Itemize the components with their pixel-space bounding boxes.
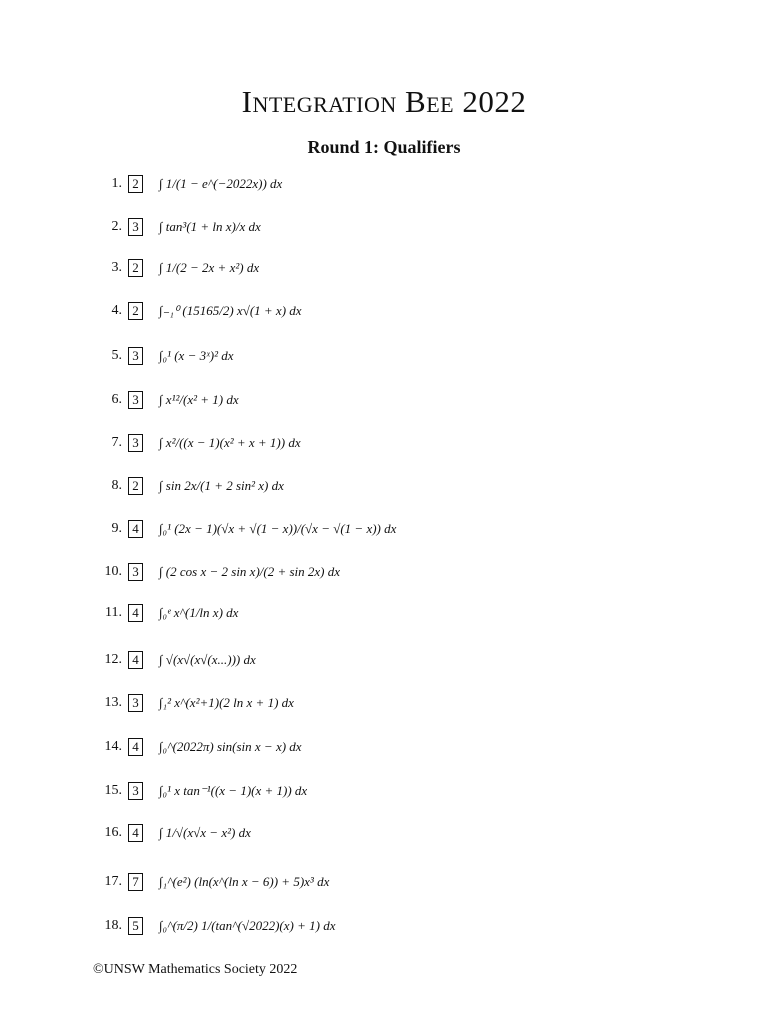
difficulty-box: 2 [128, 259, 143, 277]
problem-item [96, 813, 536, 853]
problem-number: 15. [104, 783, 122, 798]
problem-item [96, 593, 536, 633]
integral-expression: ∫₁² x^(x²+1)(2 ln x + 1) dx [159, 695, 294, 710]
problem-number: 11. [105, 605, 122, 620]
problem-item [96, 248, 536, 288]
integral-expression: ∫ sin 2x/(1 + 2 sin² x) dx [159, 478, 284, 493]
problem-number: 4. [111, 303, 122, 318]
difficulty-box: 3 [128, 347, 143, 365]
difficulty-box: 3 [128, 563, 143, 581]
difficulty-box: 5 [128, 917, 143, 935]
problem-item [96, 380, 536, 420]
problem-number: 17. [104, 874, 122, 889]
difficulty-box: 3 [128, 434, 143, 452]
integral-expression: ∫₁^(e²) (ln(x^(ln x − 6)) + 5)x³ dx [159, 874, 330, 889]
problem-item [96, 423, 536, 463]
problem-item [96, 862, 536, 902]
difficulty-box: 3 [128, 694, 143, 712]
difficulty-box: 4 [128, 651, 143, 669]
problem-item [96, 906, 536, 946]
problem-item [96, 727, 536, 767]
integral-expression: ∫ 1/√(x√x − x²) dx [159, 825, 251, 840]
difficulty-box: 2 [128, 302, 143, 320]
integral-expression: ∫₀¹ (x − 3ˣ)² dx [159, 348, 234, 363]
integral-expression: ∫₀^(2022π) sin(sin x − x) dx [159, 739, 302, 754]
difficulty-box: 4 [128, 824, 143, 842]
problem-item [96, 336, 536, 376]
difficulty-box: 3 [128, 218, 143, 236]
integral-expression: ∫₀¹ x tan⁻¹((x − 1)(x + 1)) dx [159, 783, 308, 798]
integral-expression: ∫₋₁⁰ (15165/2) x√(1 + x) dx [159, 303, 302, 318]
problem-number: 16. [104, 825, 122, 840]
integral-expression: ∫₀^(π/2) 1/(tan^(√2022)(x) + 1) dx [159, 918, 336, 933]
problem-number: 14. [104, 739, 122, 754]
problem-number: 6. [111, 392, 122, 407]
integral-expression: ∫ (2 cos x − 2 sin x)/(2 + sin 2x) dx [159, 564, 341, 579]
difficulty-box: 7 [128, 873, 143, 891]
problem-number: 1. [111, 176, 122, 191]
integral-expression: ∫ x²/((x − 1)(x² + x + 1)) dx [159, 435, 301, 450]
problem-item [96, 164, 536, 204]
problem-item [96, 509, 536, 549]
integral-expression: ∫ 1/(2 − 2x + x²) dx [159, 260, 260, 275]
problem-number: 2. [111, 219, 122, 234]
problem-number: 9. [111, 521, 122, 536]
difficulty-box: 4 [128, 604, 143, 622]
problem-item [96, 683, 536, 723]
problem-number: 3. [111, 260, 122, 275]
problem-number: 18. [104, 918, 122, 933]
integral-expression: ∫₀¹ (2x − 1)(√x + √(1 − x))/(√x − √(1 − x)) dx [159, 521, 397, 536]
page-title: Integration Bee 2022 [241, 84, 527, 119]
round-subtitle: Round 1: Qualifiers [307, 137, 461, 157]
integral-expression: ∫ √(x√(x√(x...))) dx [159, 652, 256, 667]
problem-number: 12. [104, 652, 122, 667]
integral-expression: ∫ 1/(1 − e^(−2022x)) dx [159, 176, 283, 191]
difficulty-box: 2 [128, 477, 143, 495]
difficulty-box: 4 [128, 738, 143, 756]
integral-expression: ∫ tan³(1 + ln x)/x dx [159, 219, 261, 234]
problem-item [96, 640, 536, 680]
difficulty-box: 3 [128, 391, 143, 409]
problem-item [96, 466, 536, 506]
problem-number: 5. [111, 348, 122, 363]
integral-expression: ∫₀ᵉ x^(1/ln x) dx [159, 605, 239, 620]
problem-item [96, 552, 536, 592]
difficulty-box: 4 [128, 520, 143, 538]
problem-item [96, 771, 536, 811]
problem-number: 13. [104, 695, 122, 710]
problem-number: 7. [111, 435, 122, 450]
problem-number: 10. [104, 564, 122, 579]
difficulty-box: 3 [128, 782, 143, 800]
problem-item [96, 291, 536, 331]
difficulty-box: 2 [128, 175, 143, 193]
problem-item [96, 207, 536, 247]
copyright-footer: ©UNSW Mathematics Society 2022 [93, 962, 298, 977]
integral-expression: ∫ x¹²/(x² + 1) dx [159, 392, 239, 407]
problem-number: 8. [111, 478, 122, 493]
